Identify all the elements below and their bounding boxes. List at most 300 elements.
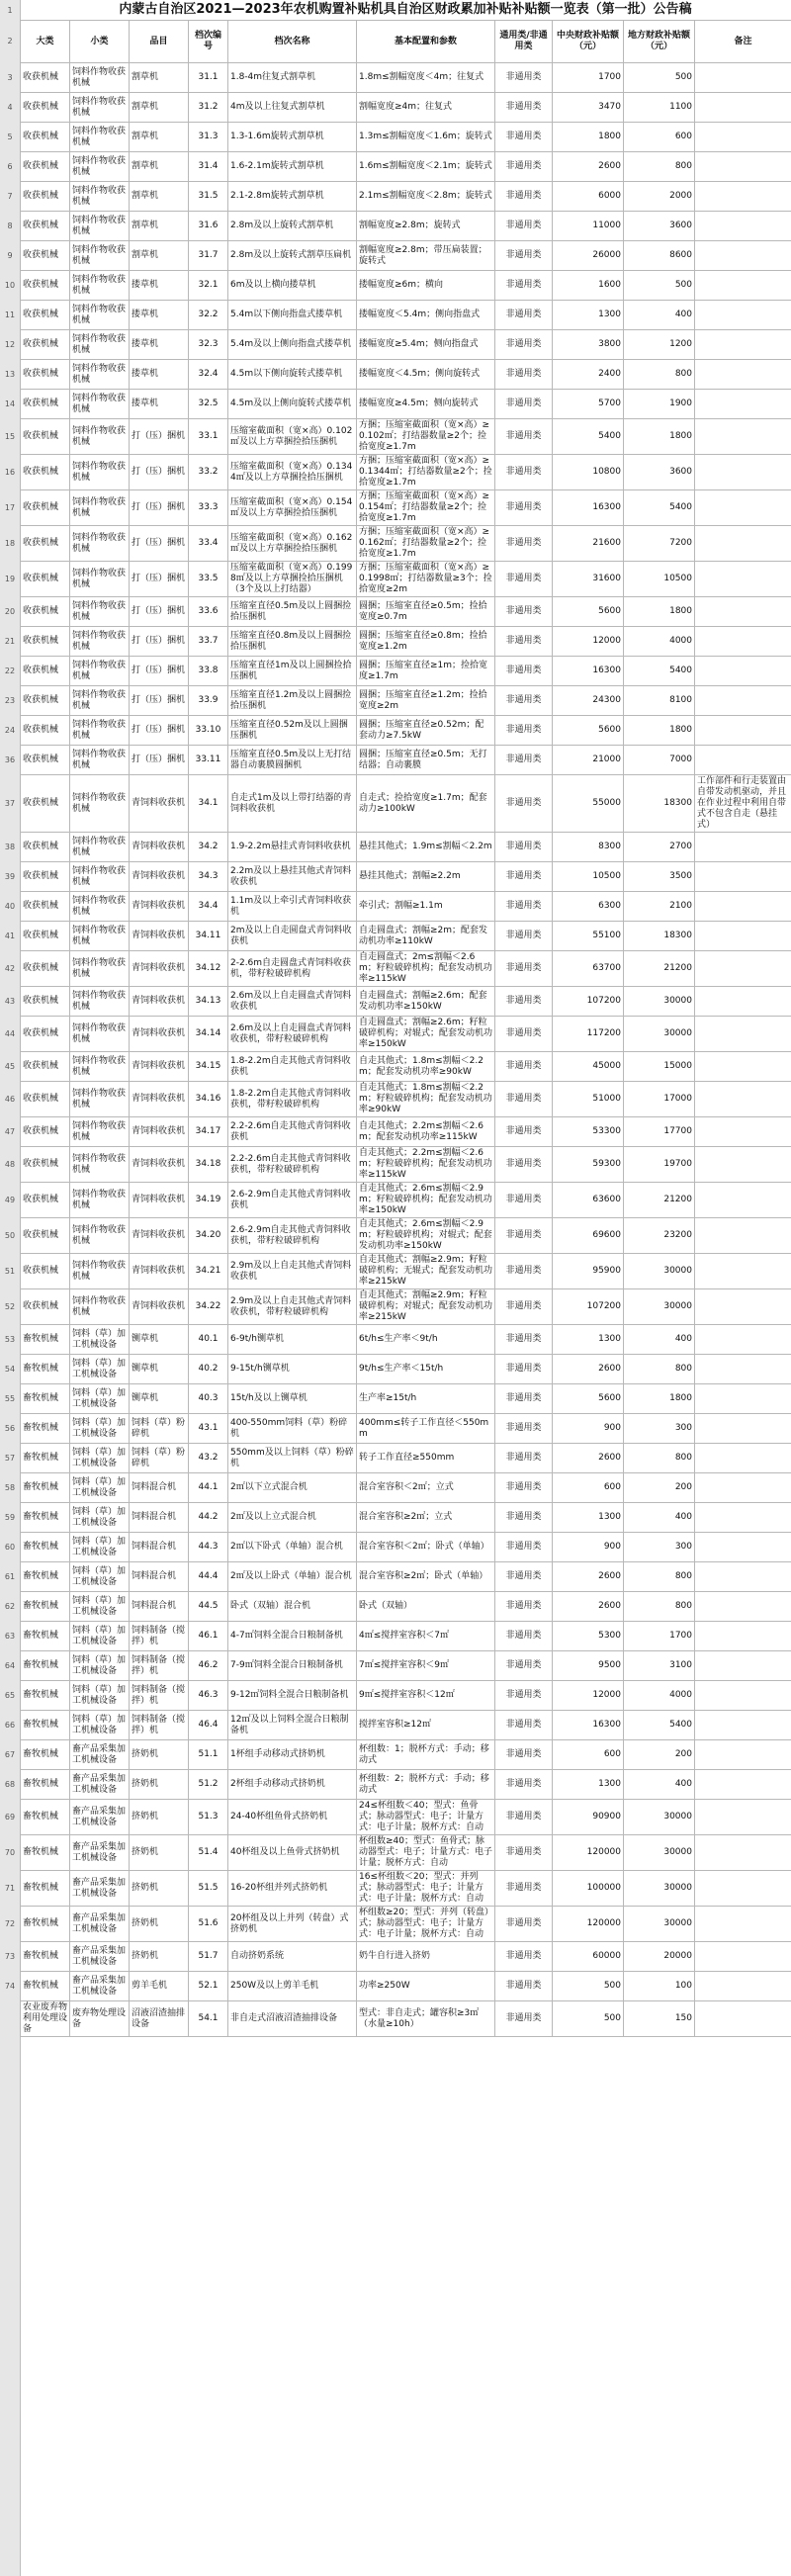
row-number: 39 (4, 871, 16, 881)
cell-subcategory: 饲料作物收获机械 (70, 212, 130, 241)
cell-subcategory: 饲料作物收获机械 (70, 419, 130, 455)
cell-central-subsidy: 24300 (553, 686, 624, 716)
cell-config: 16≤杯组数＜20；型式：并列式；脉动器型式：电子；计量方式：电子计量；脱杯方式：自动 (357, 1871, 495, 1907)
cell-item: 打（压）捆机 (130, 657, 189, 686)
table-row (21, 1503, 791, 1533)
cell-central-subsidy: 1600 (553, 271, 624, 301)
cell-central-subsidy: 55100 (553, 922, 624, 951)
cell-grade-code: 31.3 (189, 123, 228, 152)
cell-subcategory: 饲料作物收获机械 (70, 93, 130, 123)
row-number: 36 (4, 755, 16, 764)
row-number: 37 (4, 798, 16, 808)
cell-grade-name: 40杯组及以上鱼骨式挤奶机 (228, 1835, 357, 1871)
cell-category: 收获机械 (21, 490, 70, 526)
cell-config: 混合室容积≥2㎡；卧式（单轴） (357, 1562, 495, 1592)
cell-config: 自走其他式；2.6m≤割幅＜2.9m；籽粒破碎机构；对辊式；配套发动机功率≥150kW (357, 1218, 495, 1254)
cell-universal: 非通用类 (495, 1147, 553, 1183)
cell-subcategory: 饲料作物收获机械 (70, 152, 130, 182)
row-number: 18 (4, 538, 16, 548)
cell-grade-name: 自动挤奶系统 (228, 1942, 357, 1972)
cell-category: 收获机械 (21, 892, 70, 922)
cell-grade-code: 34.21 (189, 1254, 228, 1289)
cell-grade-code: 51.4 (189, 1835, 228, 1871)
cell-local-subsidy: 21200 (624, 1183, 695, 1218)
row-number: 54 (4, 1364, 16, 1374)
cell-universal: 非通用类 (495, 1711, 553, 1740)
cell-central-subsidy: 117200 (553, 1017, 624, 1052)
cell-grade-code: 33.2 (189, 455, 228, 490)
cell-item: 饲料混合机 (130, 1503, 189, 1533)
cell-grade-code: 34.14 (189, 1017, 228, 1052)
cell-category: 畜牧机械 (21, 1503, 70, 1533)
cell-subcategory: 饲料作物收获机械 (70, 455, 130, 490)
cell-grade-code: 34.16 (189, 1082, 228, 1117)
cell-config: 功率≥250W (357, 1972, 495, 2001)
cell-central-subsidy: 1300 (553, 1503, 624, 1533)
cell-config: 卧式（双轴） (357, 1592, 495, 1622)
table-row (21, 657, 791, 686)
cell-grade-code: 34.1 (189, 775, 228, 833)
cell-grade-name: 1.3-1.6m旋转式割草机 (228, 123, 357, 152)
row-number: 20 (4, 606, 16, 616)
cell-universal: 非通用类 (495, 360, 553, 390)
cell-local-subsidy: 800 (624, 1355, 695, 1384)
cell-universal: 非通用类 (495, 1183, 553, 1218)
cell-remarks (695, 833, 791, 862)
cell-universal: 非通用类 (495, 93, 553, 123)
cell-universal: 非通用类 (495, 1740, 553, 1770)
cell-remarks (695, 93, 791, 123)
cell-category: 收获机械 (21, 597, 70, 627)
cell-local-subsidy: 30000 (624, 1289, 695, 1325)
cell-subcategory: 饲料作物收获机械 (70, 1218, 130, 1254)
cell-universal: 非通用类 (495, 562, 553, 597)
cell-local-subsidy: 7000 (624, 746, 695, 775)
table-row (21, 951, 791, 987)
cell-config: 搅拌室容积≥12㎡ (357, 1711, 495, 1740)
cell-subcategory: 饲料作物收获机械 (70, 1082, 130, 1117)
cell-local-subsidy: 19700 (624, 1147, 695, 1183)
cell-remarks: 工作部件和行走装置由自带发动机驱动，并且在作业过程中利用自带式不包含自走（悬挂式） (695, 775, 791, 833)
cell-item: 挤奶机 (130, 1942, 189, 1972)
cell-grade-code: 34.22 (189, 1289, 228, 1325)
cell-central-subsidy: 600 (553, 1740, 624, 1770)
cell-local-subsidy: 1800 (624, 597, 695, 627)
table-row (21, 1622, 791, 1651)
cell-subcategory: 饲料作物收获机械 (70, 123, 130, 152)
cell-universal: 非通用类 (495, 1218, 553, 1254)
table-row (21, 212, 791, 241)
cell-grade-name: 2㎡以下立式混合机 (228, 1473, 357, 1503)
row-number: 74 (4, 1981, 16, 1991)
cell-config: 400mm≤转子工作直径＜550mm (357, 1414, 495, 1444)
cell-remarks (695, 862, 791, 892)
cell-config: 自走圆盘式；2m≤割幅＜2.6m；籽粒破碎机构；配套发动机功率≥115kW (357, 951, 495, 987)
cell-config: 自走圆盘式；割幅≥2.6m；配套发动机功率≥150kW (357, 987, 495, 1017)
cell-subcategory: 饲料（草）加工机械设备 (70, 1651, 130, 1681)
cell-subcategory: 饲料作物收获机械 (70, 775, 130, 833)
cell-config: 奶牛自行进入挤奶 (357, 1942, 495, 1972)
cell-remarks (695, 1907, 791, 1942)
cell-central-subsidy: 5400 (553, 419, 624, 455)
cell-item: 青饲料收获机 (130, 1183, 189, 1218)
cell-universal: 非通用类 (495, 123, 553, 152)
cell-grade-name: 4.5m以下侧向旋转式搂草机 (228, 360, 357, 390)
cell-universal: 非通用类 (495, 1503, 553, 1533)
cell-central-subsidy: 2600 (553, 1355, 624, 1384)
cell-config: 割幅宽度≥4m；往复式 (357, 93, 495, 123)
row-number: 2 (7, 37, 13, 45)
table-row (21, 490, 791, 526)
cell-grade-code: 40.1 (189, 1325, 228, 1355)
cell-local-subsidy: 30000 (624, 1017, 695, 1052)
cell-grade-code: 40.3 (189, 1384, 228, 1414)
cell-item: 青饲料收获机 (130, 892, 189, 922)
cell-remarks (695, 716, 791, 746)
table-row (21, 1414, 791, 1444)
cell-local-subsidy: 23200 (624, 1218, 695, 1254)
cell-remarks (695, 419, 791, 455)
cell-subcategory: 饲料（草）加工机械设备 (70, 1414, 130, 1444)
cell-grade-name: 压缩室截面积（宽×高）0.1344㎡及以上方草捆捡拾压捆机 (228, 455, 357, 490)
cell-item: 打（压）捆机 (130, 490, 189, 526)
cell-item: 饲料制备（搅拌）机 (130, 1711, 189, 1740)
cell-category: 收获机械 (21, 1218, 70, 1254)
header-universal: 通用类/非通用类 (495, 21, 553, 63)
cell-category: 畜牧机械 (21, 1414, 70, 1444)
cell-grade-code: 34.20 (189, 1218, 228, 1254)
cell-central-subsidy: 69600 (553, 1218, 624, 1254)
cell-remarks (695, 271, 791, 301)
cell-remarks (695, 241, 791, 271)
cell-subcategory: 饲料作物收获机械 (70, 182, 130, 212)
row-number: 52 (4, 1301, 16, 1311)
cell-category: 收获机械 (21, 301, 70, 330)
row-number: 8 (7, 221, 13, 230)
cell-local-subsidy: 30000 (624, 1254, 695, 1289)
cell-local-subsidy: 2700 (624, 833, 695, 862)
table-row (21, 1017, 791, 1052)
cell-central-subsidy: 1300 (553, 1325, 624, 1355)
cell-config: 搂幅宽度≥4.5m；侧向旋转式 (357, 390, 495, 419)
row-number: 9 (7, 250, 13, 260)
cell-item: 割草机 (130, 123, 189, 152)
header-grade-code: 档次编号 (189, 21, 228, 63)
cell-config: 割幅宽度≥2.8m；旋转式 (357, 212, 495, 241)
cell-category: 畜牧机械 (21, 1871, 70, 1907)
cell-remarks (695, 1942, 791, 1972)
cell-category: 畜牧机械 (21, 1651, 70, 1681)
cell-grade-code: 31.2 (189, 93, 228, 123)
cell-local-subsidy: 800 (624, 1592, 695, 1622)
cell-item: 挤奶机 (130, 1740, 189, 1770)
cell-item: 打（压）捆机 (130, 597, 189, 627)
cell-local-subsidy: 5400 (624, 490, 695, 526)
cell-local-subsidy: 4000 (624, 627, 695, 657)
row-number: 57 (4, 1453, 16, 1463)
cell-category: 收获机械 (21, 1254, 70, 1289)
cell-item: 饲料混合机 (130, 1533, 189, 1562)
row-number: 45 (4, 1061, 16, 1071)
table-row (21, 123, 791, 152)
header-item: 品目 (130, 21, 189, 63)
cell-grade-name: 9-15t/h铡草机 (228, 1355, 357, 1384)
cell-category: 畜牧机械 (21, 1355, 70, 1384)
cell-subcategory: 饲料作物收获机械 (70, 1183, 130, 1218)
cell-grade-code: 31.4 (189, 152, 228, 182)
table-row (21, 716, 791, 746)
cell-config: 割幅宽度≥2.8m；带压扁装置；旋转式 (357, 241, 495, 271)
cell-grade-code: 40.2 (189, 1355, 228, 1384)
cell-grade-code: 33.3 (189, 490, 228, 526)
cell-universal: 非通用类 (495, 1622, 553, 1651)
cell-config: 方捆；压缩室截面积（宽×高）≥0.154㎡；打结器数量≥2个；捡拾宽度≥1.7m (357, 490, 495, 526)
cell-item: 打（压）捆机 (130, 419, 189, 455)
cell-grade-name: 2.6-2.9m自走其他式青饲料收获机 (228, 1183, 357, 1218)
table-row (21, 1942, 791, 1972)
row-number: 69 (4, 1812, 16, 1821)
row-number: 10 (4, 280, 16, 290)
table-row (21, 1289, 791, 1325)
cell-central-subsidy: 21600 (553, 526, 624, 562)
cell-subcategory: 饲料作物收获机械 (70, 63, 130, 93)
cell-item: 铡草机 (130, 1355, 189, 1384)
cell-remarks (695, 1017, 791, 1052)
table-row (21, 455, 791, 490)
cell-grade-name: 7-9㎡饲料全混合日粮制备机 (228, 1651, 357, 1681)
cell-universal: 非通用类 (495, 1355, 553, 1384)
cell-config: 9㎡≤搅拌室容积＜12㎡ (357, 1681, 495, 1711)
cell-central-subsidy: 107200 (553, 987, 624, 1017)
table-row (21, 1117, 791, 1147)
cell-central-subsidy: 12000 (553, 1681, 624, 1711)
cell-remarks (695, 746, 791, 775)
cell-category: 畜牧机械 (21, 1592, 70, 1622)
cell-item: 青饲料收获机 (130, 1117, 189, 1147)
cell-subcategory: 饲料作物收获机械 (70, 490, 130, 526)
cell-central-subsidy: 1800 (553, 123, 624, 152)
row-number: 73 (4, 1951, 16, 1961)
cell-grade-name: 2m及以上自走圆盘式青饲料收获机 (228, 922, 357, 951)
cell-grade-name: 1.6-2.1m旋转式割草机 (228, 152, 357, 182)
cell-central-subsidy: 2600 (553, 1592, 624, 1622)
cell-item: 青饲料收获机 (130, 1052, 189, 1082)
cell-grade-name: 非自走式沼液沼渣抽排设备 (228, 2001, 357, 2037)
cell-grade-code: 32.5 (189, 390, 228, 419)
cell-grade-name: 2杯组手动移动式挤奶机 (228, 1770, 357, 1800)
cell-subcategory: 饲料作物收获机械 (70, 301, 130, 330)
cell-local-subsidy: 600 (624, 123, 695, 152)
table-row (21, 1740, 791, 1770)
cell-item: 铡草机 (130, 1325, 189, 1355)
cell-local-subsidy: 18300 (624, 775, 695, 833)
cell-item: 青饲料收获机 (130, 951, 189, 987)
cell-subcategory: 饲料作物收获机械 (70, 597, 130, 627)
cell-grade-name: 2-2.6m自走圆盘式青饲料收获机，带籽粒破碎机构 (228, 951, 357, 987)
cell-local-subsidy: 3500 (624, 862, 695, 892)
cell-central-subsidy: 900 (553, 1533, 624, 1562)
table-row (21, 330, 791, 360)
cell-subcategory: 饲料（草）加工机械设备 (70, 1444, 130, 1473)
cell-universal: 非通用类 (495, 775, 553, 833)
cell-config: 杯组数≥20；型式：并列（转盘）式；脉动器型式：电子；计量方式：电子计量；脱杯方式：自动 (357, 1907, 495, 1942)
cell-item: 青饲料收获机 (130, 1254, 189, 1289)
cell-remarks (695, 1183, 791, 1218)
table-row (21, 1082, 791, 1117)
cell-remarks (695, 1117, 791, 1147)
cell-subcategory: 饲料作物收获机械 (70, 922, 130, 951)
table-row (21, 271, 791, 301)
row-number: 56 (4, 1423, 16, 1433)
cell-config: 搂幅宽度≥5.4m；侧向指盘式 (357, 330, 495, 360)
cell-local-subsidy: 2000 (624, 182, 695, 212)
cell-grade-name: 2.1-2.8m旋转式割草机 (228, 182, 357, 212)
cell-grade-code: 32.4 (189, 360, 228, 390)
row-number: 15 (4, 431, 16, 441)
table-row (21, 1384, 791, 1414)
cell-grade-name: 2.2-2.6m自走其他式青饲料收获机 (228, 1117, 357, 1147)
cell-grade-name: 2.6-2.9m自走其他式青饲料收获机，带籽粒破碎机构 (228, 1218, 357, 1254)
cell-central-subsidy: 3470 (553, 93, 624, 123)
cell-universal: 非通用类 (495, 1384, 553, 1414)
cell-grade-name: 1.8-2.2m自走其他式青饲料收获机，带籽粒破碎机构 (228, 1082, 357, 1117)
table-row (21, 1681, 791, 1711)
cell-remarks (695, 892, 791, 922)
cell-category: 畜牧机械 (21, 1473, 70, 1503)
cell-central-subsidy: 31600 (553, 562, 624, 597)
cell-item: 搂草机 (130, 330, 189, 360)
cell-grade-name: 4-7㎡饲料全混合日粮制备机 (228, 1622, 357, 1651)
cell-central-subsidy: 6000 (553, 182, 624, 212)
cell-remarks (695, 1254, 791, 1289)
cell-config: 杯组数：2；脱杯方式：手动；移动式 (357, 1770, 495, 1800)
cell-subcategory: 废弃物处理设备 (70, 2001, 130, 2037)
cell-grade-name: 压缩室直径0.5m及以上圆捆捡拾压捆机 (228, 597, 357, 627)
cell-config: 混合室容积≥2㎡；立式 (357, 1503, 495, 1533)
cell-subcategory: 畜产品采集加工机械设备 (70, 1972, 130, 2001)
cell-central-subsidy: 16300 (553, 657, 624, 686)
cell-grade-name: 压缩室直径0.8m及以上圆捆捡拾压捆机 (228, 627, 357, 657)
table-row (21, 775, 791, 833)
cell-grade-name: 压缩室直径0.5m及以上无打结器自动裹膜圆捆机 (228, 746, 357, 775)
cell-universal: 非通用类 (495, 212, 553, 241)
cell-subcategory: 饲料作物收获机械 (70, 686, 130, 716)
cell-category: 收获机械 (21, 123, 70, 152)
cell-grade-code: 51.5 (189, 1871, 228, 1907)
cell-config: 9t/h≤生产率＜15t/h (357, 1355, 495, 1384)
cell-central-subsidy: 2600 (553, 1444, 624, 1473)
cell-universal: 非通用类 (495, 1770, 553, 1800)
cell-local-subsidy: 200 (624, 1740, 695, 1770)
cell-subcategory: 饲料作物收获机械 (70, 1017, 130, 1052)
cell-subcategory: 饲料作物收获机械 (70, 390, 130, 419)
table-row (21, 1770, 791, 1800)
cell-grade-code: 33.9 (189, 686, 228, 716)
row-number: 53 (4, 1334, 16, 1344)
cell-item: 青饲料收获机 (130, 1017, 189, 1052)
cell-subcategory: 饲料（草）加工机械设备 (70, 1562, 130, 1592)
cell-central-subsidy: 500 (553, 1972, 624, 2001)
cell-category: 收获机械 (21, 93, 70, 123)
cell-central-subsidy: 6300 (553, 892, 624, 922)
table-row (21, 1183, 791, 1218)
cell-central-subsidy: 51000 (553, 1082, 624, 1117)
cell-subcategory: 饲料作物收获机械 (70, 951, 130, 987)
cell-config: 悬挂其他式；1.9m≤割幅＜2.2m (357, 833, 495, 862)
row-number: 4 (7, 102, 13, 112)
cell-remarks (695, 1325, 791, 1355)
cell-remarks (695, 951, 791, 987)
cell-grade-name: 4m及以上往复式割草机 (228, 93, 357, 123)
table-row (21, 597, 791, 627)
cell-category: 畜牧机械 (21, 1972, 70, 2001)
cell-remarks (695, 1711, 791, 1740)
cell-subcategory: 饲料（草）加工机械设备 (70, 1622, 130, 1651)
cell-category: 收获机械 (21, 951, 70, 987)
cell-config: 2.1m≤割幅宽度＜2.8m；旋转式 (357, 182, 495, 212)
cell-category: 收获机械 (21, 212, 70, 241)
row-number: 1 (7, 5, 13, 15)
cell-category: 畜牧机械 (21, 1622, 70, 1651)
cell-item: 青饲料收获机 (130, 1218, 189, 1254)
row-number: 71 (4, 1883, 16, 1893)
table-row (21, 1473, 791, 1503)
table-row (21, 1218, 791, 1254)
cell-central-subsidy: 12000 (553, 627, 624, 657)
cell-category: 收获机械 (21, 360, 70, 390)
cell-item: 割草机 (130, 93, 189, 123)
cell-item: 搂草机 (130, 271, 189, 301)
cell-grade-name: 2.6m及以上自走圆盘式青饲料收获机，带籽粒破碎机构 (228, 1017, 357, 1052)
cell-category: 收获机械 (21, 152, 70, 182)
cell-config: 混合室容积＜2㎡；立式 (357, 1473, 495, 1503)
cell-config: 圆捆；压缩室直径≥0.52m；配套动力≥7.5kW (357, 716, 495, 746)
cell-grade-name: 2.8m及以上旋转式割草压扁机 (228, 241, 357, 271)
cell-grade-name: 1杯组手动移动式挤奶机 (228, 1740, 357, 1770)
cell-subcategory: 饲料作物收获机械 (70, 360, 130, 390)
cell-universal: 非通用类 (495, 419, 553, 455)
cell-config: 方捆；压缩室截面积（宽×高）≥0.102㎡；打结器数量≥2个；捡拾宽度≥1.7m (357, 419, 495, 455)
table-row (21, 1711, 791, 1740)
cell-category: 收获机械 (21, 1052, 70, 1082)
cell-grade-name: 压缩室直径1m及以上圆捆捡拾压捆机 (228, 657, 357, 686)
cell-category: 收获机械 (21, 686, 70, 716)
cell-category: 收获机械 (21, 746, 70, 775)
cell-universal: 非通用类 (495, 1972, 553, 2001)
cell-central-subsidy: 59300 (553, 1147, 624, 1183)
cell-remarks (695, 1355, 791, 1384)
header-grade-name: 档次名称 (228, 21, 357, 63)
cell-category: 畜牧机械 (21, 1770, 70, 1800)
cell-remarks (695, 330, 791, 360)
cell-item: 挤奶机 (130, 1800, 189, 1835)
cell-universal: 非通用类 (495, 182, 553, 212)
cell-central-subsidy: 10800 (553, 455, 624, 490)
cell-subcategory: 饲料作物收获机械 (70, 1147, 130, 1183)
cell-universal: 非通用类 (495, 657, 553, 686)
cell-universal: 非通用类 (495, 1942, 553, 1972)
cell-config: 1.3m≤割幅宽度＜1.6m；旋转式 (357, 123, 495, 152)
cell-central-subsidy: 26000 (553, 241, 624, 271)
table-row (21, 1800, 791, 1835)
cell-subcategory: 畜产品采集加工机械设备 (70, 1942, 130, 1972)
cell-category: 收获机械 (21, 63, 70, 93)
cell-remarks (695, 1562, 791, 1592)
cell-local-subsidy: 5400 (624, 657, 695, 686)
cell-universal: 非通用类 (495, 1117, 553, 1147)
table-row (21, 301, 791, 330)
cell-remarks (695, 1835, 791, 1871)
